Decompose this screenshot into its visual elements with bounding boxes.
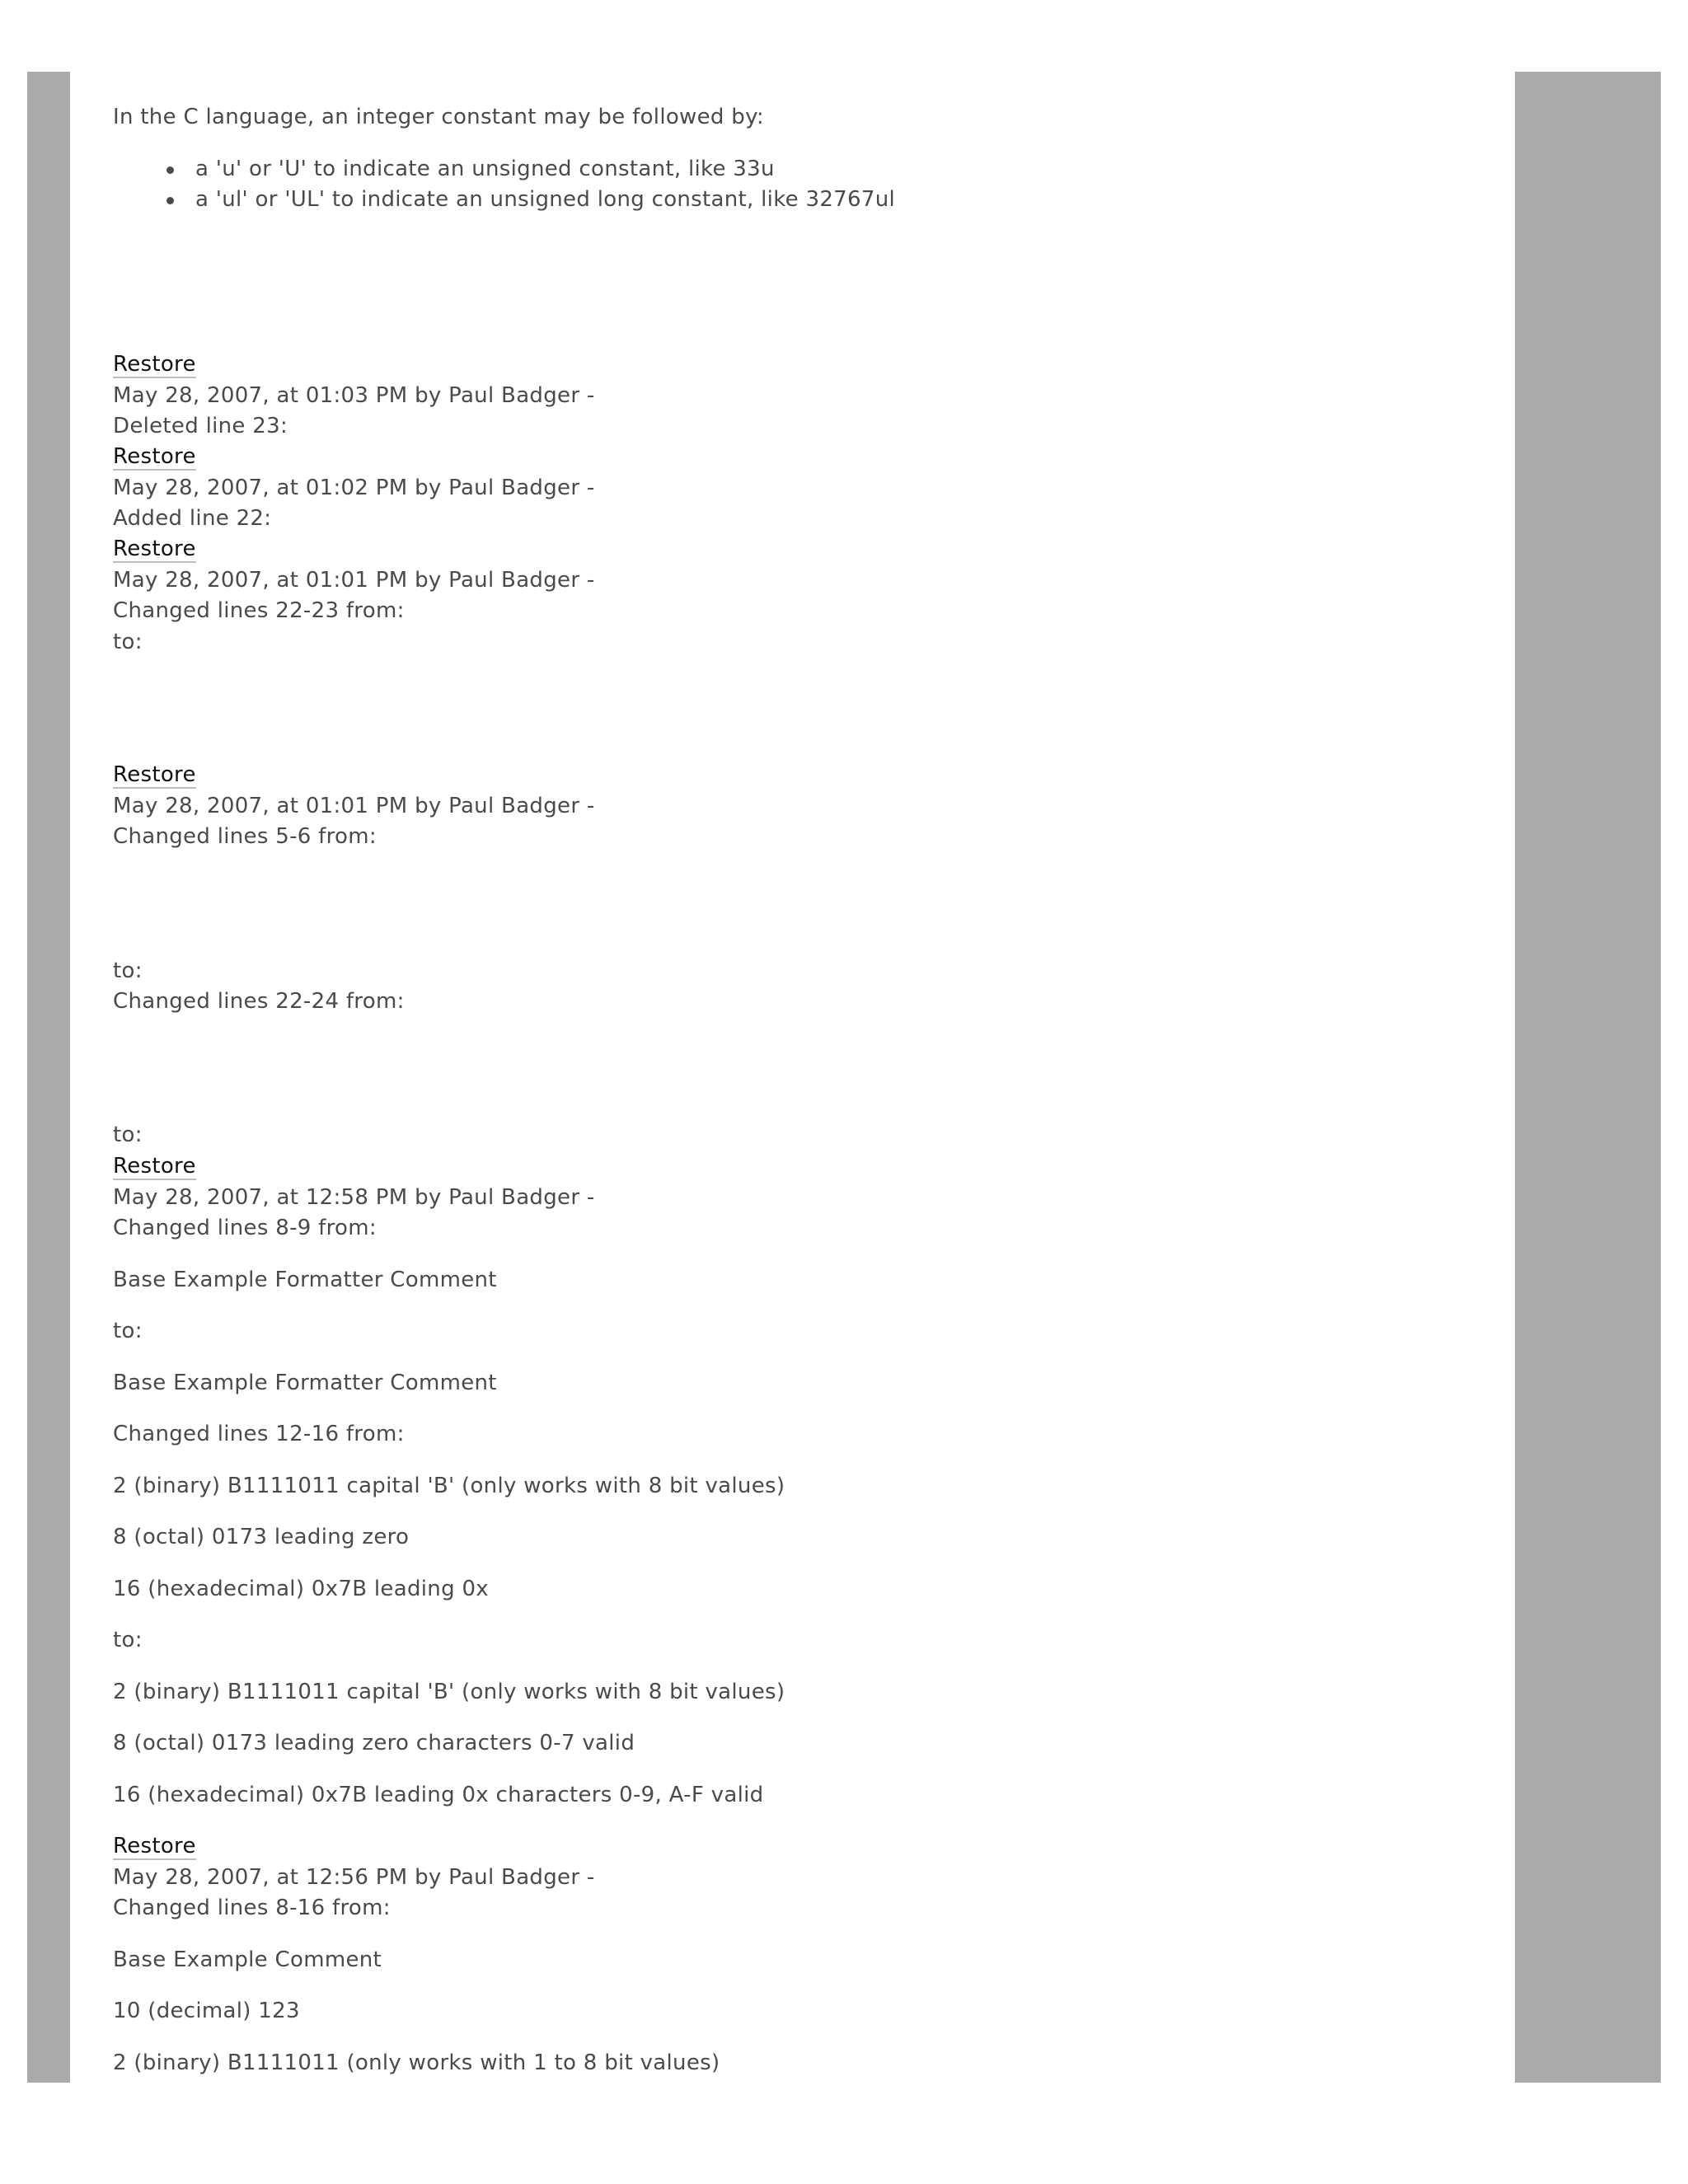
revision-meta: May 28, 2007, at 01:03 PM by Paul Badger - bbox=[113, 383, 595, 408]
intro-bullet-1: a 'u' or 'U' to indicate an unsigned constant, like 33u bbox=[195, 157, 775, 181]
revision-change-line: Deleted line 23: bbox=[113, 414, 288, 438]
revision-meta: May 28, 2007, at 01:01 PM by Paul Badger - bbox=[113, 568, 595, 593]
restore-link[interactable]: Restore bbox=[113, 1834, 196, 1858]
revision-change-line: 2 (binary) B1111011 (only works with 1 to 8 bit values) bbox=[113, 2050, 720, 2075]
intro-text: In the C language, an integer constant may be followed by: bbox=[113, 105, 764, 129]
revision-change-line: Changed lines 22-23 from: bbox=[113, 598, 405, 623]
revision-change-line: 2 (binary) B1111011 capital 'B' (only works with 8 bit values) bbox=[113, 1680, 785, 1704]
revision-change-line: Changed lines 12-16 from: bbox=[113, 1422, 405, 1446]
revision-restore-3 bbox=[113, 534, 196, 565]
restore-link[interactable]: Restore bbox=[113, 352, 196, 377]
revision-meta: May 28, 2007, at 01:02 PM by Paul Badger - bbox=[113, 476, 595, 500]
revision-change-line: Base Example Comment bbox=[113, 1947, 382, 1972]
revision-change-line: Base Example Formatter Comment bbox=[113, 1371, 497, 1395]
bullet-dot bbox=[166, 197, 174, 204]
revision-change-line: Base Example Formatter Comment bbox=[113, 1268, 497, 1292]
revision-change-line: to: bbox=[113, 1122, 143, 1147]
restore-link[interactable]: Restore bbox=[113, 762, 196, 787]
revision-change-line: to: bbox=[113, 1628, 143, 1652]
revision-change-line: to: bbox=[113, 1319, 143, 1343]
revision-change-line: to: bbox=[113, 958, 143, 983]
revision-change-line: Changed lines 5-6 from: bbox=[113, 824, 377, 849]
revision-change-line: 10 (decimal) 123 bbox=[113, 1999, 300, 2023]
restore-link[interactable]: Restore bbox=[113, 537, 196, 561]
revision-change-line: 2 (binary) B1111011 capital 'B' (only works with 8 bit values) bbox=[113, 1474, 785, 1498]
restore-link[interactable]: Restore bbox=[113, 1154, 196, 1179]
revision-change-line: Changed lines 22-24 from: bbox=[113, 989, 405, 1014]
revision-restore-1 bbox=[113, 349, 196, 380]
revision-change-line: 8 (octal) 0173 leading zero bbox=[113, 1525, 410, 1549]
revision-change-line: 16 (hexadecimal) 0x7B leading 0x bbox=[113, 1577, 489, 1601]
revision-change-line: Added line 22: bbox=[113, 506, 272, 531]
revision-meta: May 28, 2007, at 12:58 PM by Paul Badger - bbox=[113, 1185, 595, 1210]
revision-meta: May 28, 2007, at 12:56 PM by Paul Badger - bbox=[113, 1865, 595, 1890]
revision-change-line: Changed lines 8-9 from: bbox=[113, 1216, 377, 1240]
restore-link[interactable]: Restore bbox=[113, 444, 196, 469]
revision-restore-5 bbox=[113, 1151, 196, 1182]
right-gutter-bar bbox=[1515, 72, 1661, 2083]
revision-restore-6 bbox=[113, 1831, 196, 1862]
revision-change-line: 8 (octal) 0173 leading zero characters 0-7 valid bbox=[113, 1731, 635, 1755]
intro-bullet-2: a 'ul' or 'UL' to indicate an unsigned long constant, like 32767ul bbox=[195, 187, 896, 212]
revision-restore-2 bbox=[113, 442, 196, 472]
revision-change-line: to: bbox=[113, 630, 143, 654]
revision-change-line: Changed lines 8-16 from: bbox=[113, 1896, 391, 1920]
revision-meta: May 28, 2007, at 01:01 PM by Paul Badger - bbox=[113, 794, 595, 818]
bullet-dot bbox=[166, 166, 174, 174]
revision-change-line: 16 (hexadecimal) 0x7B leading 0x characters 0-9, A-F valid bbox=[113, 1783, 764, 1807]
revision-restore-4 bbox=[113, 760, 196, 790]
